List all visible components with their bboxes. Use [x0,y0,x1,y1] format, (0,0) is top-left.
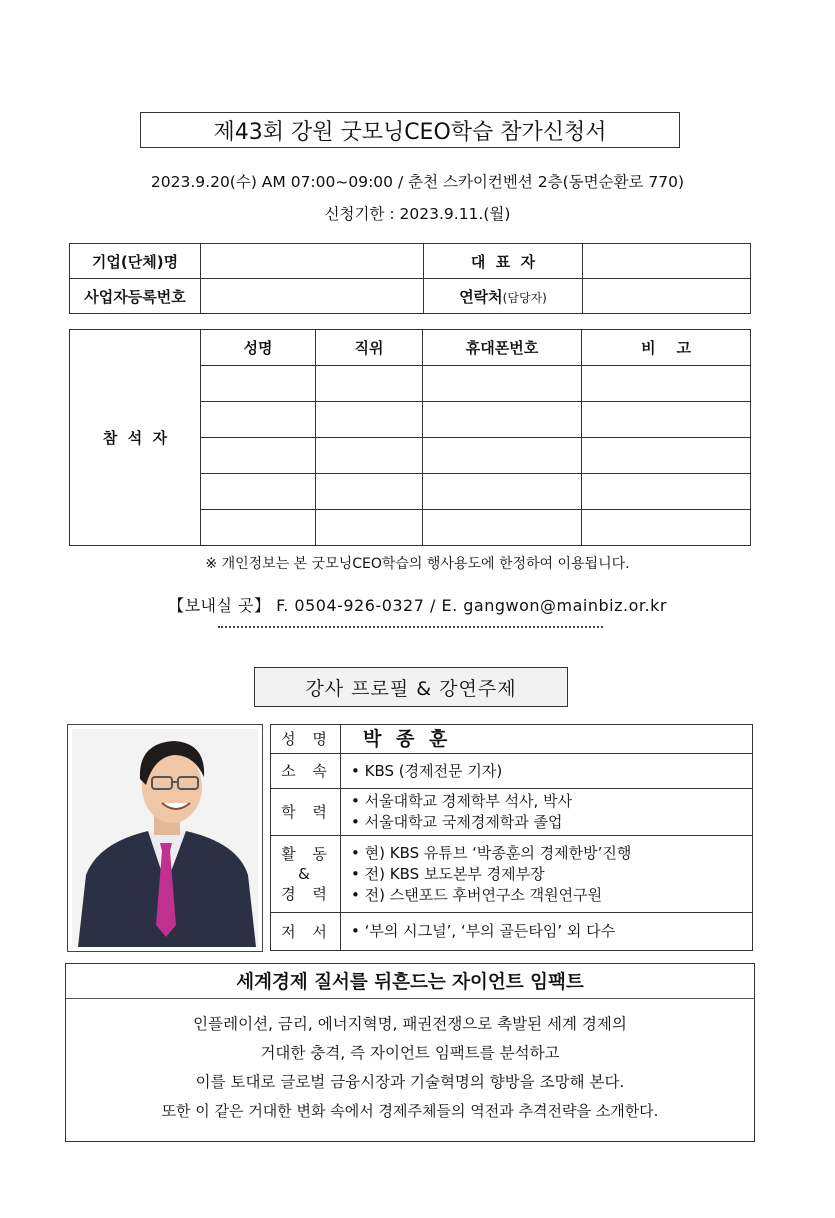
column-header-phone: 휴대폰번호 [423,330,582,366]
speaker-portrait-icon [68,725,262,951]
table-row [271,913,753,951]
column-header-name: 성명 [201,330,316,366]
name-label: 성 명 [271,725,341,754]
fax-number: F. 0504-926-0327 [276,596,425,615]
affiliation-label: 소 속 [271,754,341,789]
table-row [271,725,753,754]
attendee-phone-field[interactable] [423,510,582,546]
contact-field[interactable] [583,279,751,314]
speaker-name: 박 종 훈 [341,725,753,754]
list-item: • 서울대학교 국제경제학과 졸업 [351,812,752,833]
attendee-name-field[interactable] [201,438,316,474]
education-label: 학 력 [271,789,341,836]
affiliation-value [341,754,753,789]
application-deadline: 신청기한 : 2023.9.11.(월) [324,205,511,223]
description-line: 인플레이션, 금리, 에너지혁명, 패권전쟁으로 촉발된 세계 경제의 [193,1015,627,1033]
career-label-line: 활 동 [281,845,333,863]
attendee-phone-field[interactable] [423,438,582,474]
attendee-remarks-field[interactable] [582,366,751,402]
privacy-note: ※ 개인정보는 본 굿모닝CEO학습의 행사용도에 한정하여 이용됩니다. [205,556,630,572]
contact-label-main: 연락처 [459,287,503,306]
form-title [140,112,680,148]
company-info-table [69,243,751,314]
ceo-field[interactable] [583,244,751,279]
column-header-position: 직위 [316,330,423,366]
business-reg-number-label: 사업자등록번호 [70,279,201,314]
attendee-row-label: 참 석 자 [70,330,201,546]
email-link[interactable]: E. gangwon@mainbiz.or.kr [441,596,667,615]
attendee-table [69,329,751,546]
event-info: 2023.9.20(수) AM 07:00~09:00 / 춘천 스카이컨벤션 2층(동면순환로 770) [150,173,685,191]
description-line: 거대한 충격, 즉 자이언트 임팩트를 분석하고 [260,1044,560,1062]
attendee-position-field[interactable] [316,510,423,546]
lecture-topic-box [65,963,755,1142]
table-row [70,279,751,314]
column-header-remarks: 비 고 [582,330,751,366]
attendee-name-field[interactable] [201,510,316,546]
attendee-position-field[interactable] [316,366,423,402]
speaker-section-title [254,667,568,707]
attendee-name-field[interactable] [201,366,316,402]
table-row [70,244,751,279]
contact-separator: / [430,596,436,615]
contact-label: 【보내실 곳】 [168,596,271,615]
career-value [341,836,753,913]
attendee-position-field[interactable] [316,438,423,474]
career-label-line: 경 력 [281,885,333,903]
attendee-phone-field[interactable] [423,474,582,510]
contact-label-sub: (담당자) [502,290,547,305]
education-value [341,789,753,836]
lecture-topic-description [66,999,754,1126]
table-row [271,789,753,836]
attendee-position-field[interactable] [316,402,423,438]
attendee-remarks-field[interactable] [582,402,751,438]
list-item: • 현) KBS 유튜브 ‘박종훈의 경제한방’진행 [351,843,752,864]
form-title-text: 제43회 강원 굿모닝CEO학습 참가신청서 [213,119,607,145]
table-header-row [70,330,751,366]
attendee-phone-field[interactable] [423,402,582,438]
list-item: • KBS (경제전문 기자) [351,761,752,782]
list-item: • 전) KBS 보도본부 경제부장 [351,864,752,885]
career-label [271,836,341,913]
speaker-profile-table [270,724,753,951]
attendee-name-field[interactable] [201,474,316,510]
speaker-photo [67,724,263,952]
career-label-line: & [298,865,316,883]
dotted-divider [218,626,603,628]
company-name-field[interactable] [201,244,424,279]
books-value [341,913,753,951]
description-line: 또한 이 같은 거대한 변화 속에서 경제주체들의 역전과 추격전략을 소개한다. [161,1102,659,1120]
books-label: 저 서 [271,913,341,951]
table-row [271,836,753,913]
attendee-remarks-field[interactable] [582,438,751,474]
list-item: • ‘부의 시그널’, ‘부의 골든타임’ 외 다수 [351,921,752,942]
lecture-topic-title: 세계경제 질서를 뒤흔드는 자이언트 임팩트 [66,964,754,999]
business-reg-number-field[interactable] [201,279,424,314]
company-name-label: 기업(단체)명 [70,244,201,279]
attendee-remarks-field[interactable] [582,510,751,546]
attendee-remarks-field[interactable] [582,474,751,510]
description-line: 이를 토대로 글로벌 금융시장과 기술혁명의 향방을 조망해 본다. [195,1073,625,1091]
contact-line [0,593,835,616]
attendee-phone-field[interactable] [423,366,582,402]
contact-label [424,279,583,314]
table-row [271,754,753,789]
speaker-section-title-text: 강사 프로필 & 강연주제 [305,677,517,700]
list-item: • 전) 스탠포드 후버연구소 객원연구원 [351,885,752,906]
list-item: • 서울대학교 경제학부 석사, 박사 [351,791,752,812]
attendee-name-field[interactable] [201,402,316,438]
attendee-position-field[interactable] [316,474,423,510]
ceo-label: 대 표 자 [424,244,583,279]
